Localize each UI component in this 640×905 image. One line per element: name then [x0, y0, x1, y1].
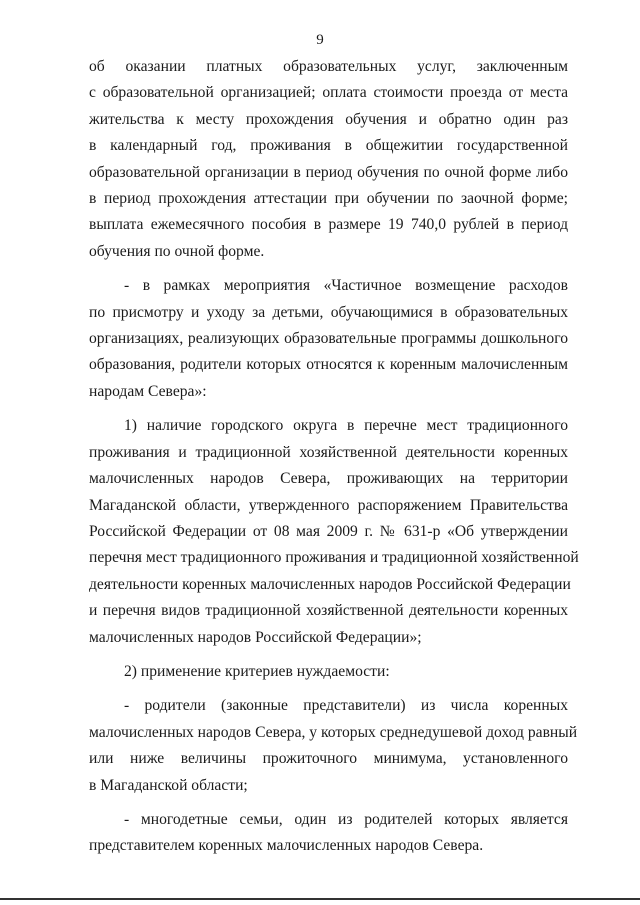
- paragraph-criterion-2: [89, 659, 568, 685]
- text-line: выплата ежемесячного пособия в размере 19 740,0 рублей в период: [89, 216, 568, 234]
- text-line: и перечня видов традиционной хозяйственной деятельности коренных: [89, 602, 568, 620]
- text-line: или ниже величины прожиточного минимума, установленного: [89, 750, 568, 768]
- text-line: - родители (законные представители) из числа коренных: [124, 697, 568, 715]
- text-line: с образовательной организацией; оплата стоимости проезда от места: [89, 84, 568, 102]
- text-line: малочисленных народов Российской Федерации»;: [89, 628, 422, 646]
- text-line: организациях, реализующих образовательные программы дошкольного: [89, 330, 568, 348]
- paragraph-childcare-measure: [89, 273, 568, 405]
- text-line: деятельности коренных малочисленных народов Российской Федерации: [89, 575, 571, 593]
- text-line: представителем коренных малочисленных народов Севера.: [89, 837, 484, 855]
- text-line: - в рамках мероприятия «Частичное возмещение расходов: [124, 277, 568, 295]
- text-line: об оказании платных образовательных услуг, заключенным: [89, 58, 568, 75]
- text-line: жительства к месту прохождения обучения и обратно один раз: [89, 110, 568, 128]
- text-line: образовательной организации в период обучения по очной форме либо: [89, 163, 568, 181]
- text-line: проживания и традиционной хозяйственной деятельности коренных: [89, 443, 568, 461]
- text-line: перечня мест традиционного проживания и традиционной хозяйственной: [89, 549, 579, 567]
- text-line: 1) наличие городского округа в перечне мест традиционного: [124, 417, 568, 435]
- text-line: в период прохождения аттестации при обучении по заочной форме;: [89, 190, 568, 208]
- text-line: в календарный год, проживания в общежитии государственной: [89, 137, 568, 155]
- text-line: Магаданской области, утвержденного распоряжением Правительства: [89, 496, 568, 514]
- bottom-scan-edge: [0, 898, 640, 900]
- text-line: 2) применение критериев нуждаемости:: [124, 662, 390, 680]
- text-line: в Магаданской области;: [89, 776, 248, 794]
- paragraph-low-income-parents: [89, 693, 578, 799]
- text-line: малочисленных народов Севера, проживающих на территории: [89, 470, 568, 488]
- paragraph-criterion-1: [89, 413, 579, 651]
- paragraph-tuition-support: [89, 54, 568, 265]
- paragraph-large-families: [89, 807, 568, 860]
- text-line: народам Севера»:: [89, 382, 207, 400]
- page-number: 9: [316, 32, 324, 48]
- text-line: Российской Федерации от 08 мая 2009 г. № 631-р «Об утверждении: [89, 522, 568, 540]
- text-line: по присмотру и уходу за детьми, обучающимися в образовательных: [89, 303, 568, 321]
- document-body: [89, 54, 579, 868]
- text-line: - многодетные семьи, один из родителей которых является: [124, 810, 568, 828]
- text-line: обучения по очной форме.: [89, 242, 265, 260]
- text-line: образования, родители которых относятся к коренным малочисленным: [89, 356, 568, 374]
- text-line: малочисленных народов Севера, у которых среднедушевой доход равный: [89, 723, 578, 741]
